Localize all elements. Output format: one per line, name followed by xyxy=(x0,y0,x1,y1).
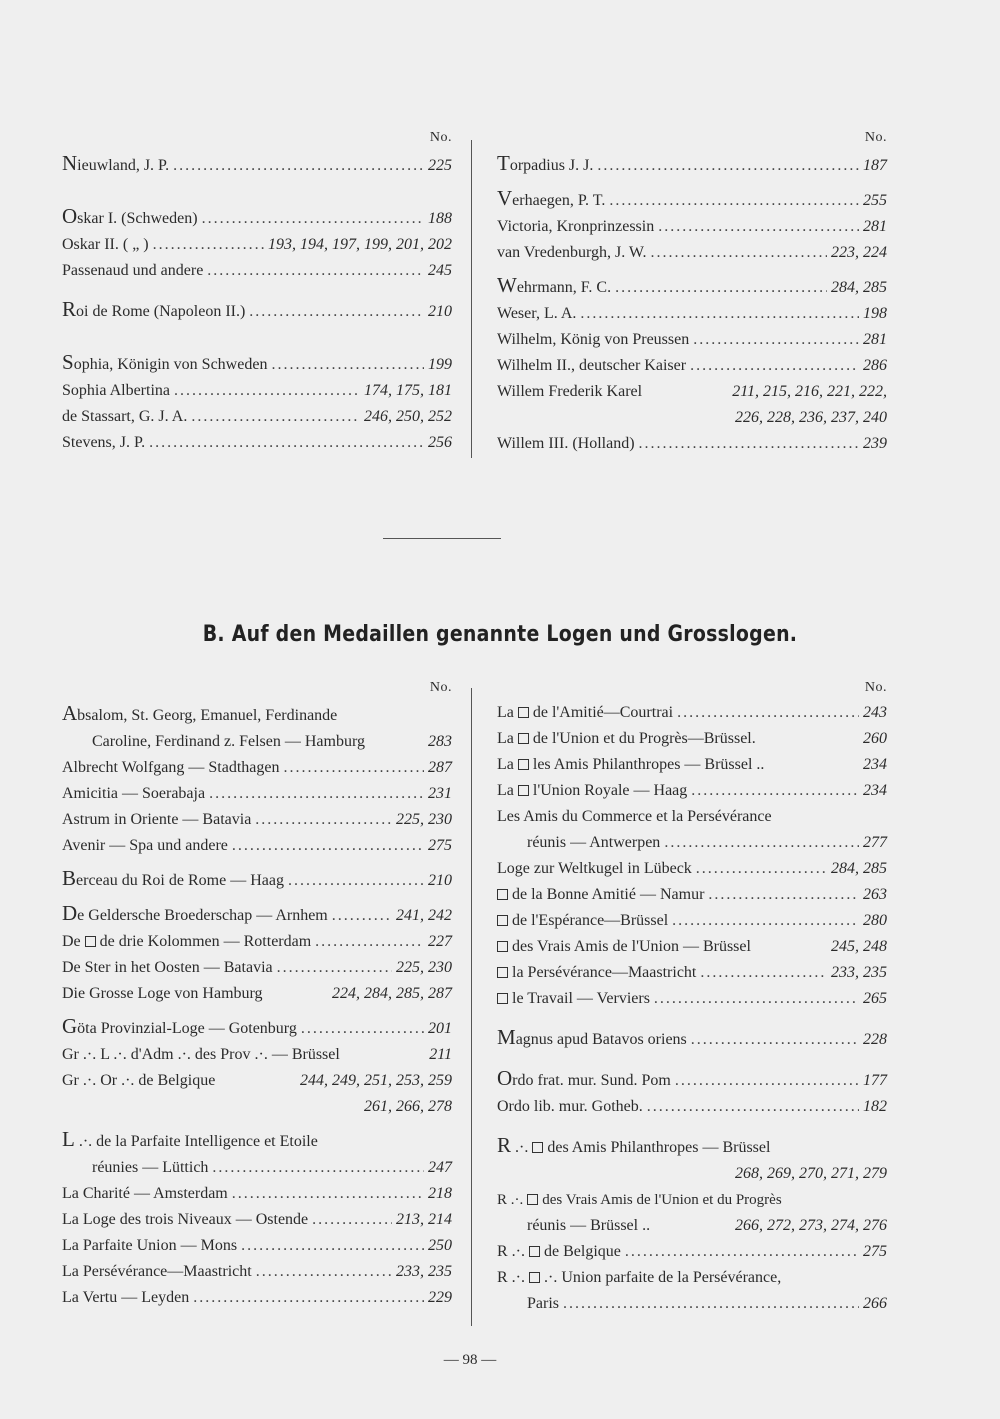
index-entry: Torpadius J. J. ..... 187 xyxy=(497,150,887,179)
index-entry: La Persévérance—Maastricht ..... 233, 235 xyxy=(62,1259,452,1285)
index-entry: La Loge des trois Niveaux — Ostende ..... 213, 214 xyxy=(62,1207,452,1233)
index-entry: Les Amis du Commerce et la Persévérance xyxy=(497,808,772,825)
index-entry: R .·. des Amis Philanthropes — Brüssel xyxy=(497,1133,771,1157)
lodge-square-icon xyxy=(85,936,96,947)
index-entry: Loge zur Weltkugel in Lübeck ..... 284, 285 xyxy=(497,856,887,882)
lodge-square-icon xyxy=(497,993,508,1004)
index-entry: R .·. de Belgique ..... 275 xyxy=(497,1239,887,1265)
lodge-square-icon xyxy=(497,941,508,952)
index-entry: Gr .·. L .·. d'Adm .·. des Prov .·. — Brüssel 211 xyxy=(62,1046,452,1063)
index-entry: la Persévérance—Maastricht ..... 233, 235 xyxy=(497,960,887,986)
index-entry: Göta Provinzial-Loge — Gotenburg ..... 201 xyxy=(62,1013,452,1042)
page-number: — 98 — xyxy=(443,1352,497,1368)
index-entry: Astrum in Oriente — Batavia ..... 225, 230 xyxy=(62,807,452,833)
index-entry: de l'Espérance—Brüssel ..... 280 xyxy=(497,908,887,934)
bottom-left-column xyxy=(62,680,452,1311)
index-entry: Willem III. (Holland) ..... 239 xyxy=(497,431,887,457)
top-right-column xyxy=(497,130,887,457)
index-entry: La de l'Union et du Progrès—Brüssel. 260 xyxy=(497,730,887,747)
index-entry: Nieuwland, J. P. ..... 225 xyxy=(62,150,452,179)
index-entry: La les Amis Philanthropes — Brüssel .. 234 xyxy=(497,756,887,773)
lodge-square-icon xyxy=(497,915,508,926)
lodge-square-icon xyxy=(497,967,508,978)
top-left-column xyxy=(62,130,452,456)
index-entry-continuation: 261, 266, 278 xyxy=(364,1098,452,1115)
index-entry: Albrecht Wolfgang — Stadthagen ..... 287 xyxy=(62,755,452,781)
index-entry-continuation: 226, 228, 236, 237, 240 xyxy=(735,409,887,426)
index-entry: Verhaegen, P. T. ..... 255 xyxy=(497,185,887,214)
index-entry-continuation: réunies — Lüttich ..... 247 xyxy=(62,1155,452,1181)
index-entry: Passenaud und andere ..... 245 xyxy=(62,258,452,284)
index-entry: Ordo lib. mur. Gotheb. ..... 182 xyxy=(497,1094,887,1120)
index-entry: R .·. .·. Union parfaite de la Persévérance, xyxy=(497,1269,782,1286)
index-entry: Gr .·. Or .·. de Belgique 244, 249, 251, 253, 259 xyxy=(62,1072,452,1089)
index-entry: Oskar I. (Schweden) ..... 188 xyxy=(62,203,452,232)
no-header: No. xyxy=(429,130,452,145)
index-entry: le Travail — Verviers ..... 265 xyxy=(497,986,887,1012)
lodge-square-icon xyxy=(518,733,529,744)
index-entry-continuation: Caroline, Ferdinand z. Felsen — Hamburg 283 xyxy=(92,733,452,750)
index-entry-continuation: réunis — Antwerpen ..... 277 xyxy=(497,830,887,856)
column-divider-top xyxy=(471,140,472,458)
index-entry: La de l'Amitié—Courtrai ..... 243 xyxy=(497,700,887,726)
index-entry: van Vredenburgh, J. W. ..... 223, 224 xyxy=(497,240,887,266)
lodge-square-icon xyxy=(518,759,529,770)
index-entry: Magnus apud Batavos oriens ..... 228 xyxy=(497,1024,887,1053)
index-entry: Sophia, Königin von Schweden ..... 199 xyxy=(62,349,452,378)
index-entry: Die Grosse Loge von Hamburg 224, 284, 285, 287 xyxy=(62,985,452,1002)
index-entry: Wilhelm II., deutscher Kaiser ..... 286 xyxy=(497,353,887,379)
index-entry: Oskar II. ( „ ) ..... 193, 194, 197, 199, 201, 202 xyxy=(62,232,452,258)
index-entry: Avenir — Spa und andere ..... 275 xyxy=(62,833,452,859)
index-entry: de la Bonne Amitié — Namur ..... 263 xyxy=(497,882,887,908)
index-entry: L .·. de la Parfaite Intelligence et Etoile xyxy=(62,1127,318,1151)
index-entry: De Geldersche Broederschap — Arnhem ..... 241, 242 xyxy=(62,900,452,929)
index-entry: Wilhelm, König von Preussen ..... 281 xyxy=(497,327,887,353)
index-entry: Amicitia — Soerabaja ..... 231 xyxy=(62,781,452,807)
index-entry: Stevens, J. P. ..... 256 xyxy=(62,430,452,456)
index-entry: La Vertu — Leyden ..... 229 xyxy=(62,1285,452,1311)
index-entry: de Stassart, G. J. A. ..... 246, 250, 252 xyxy=(62,404,452,430)
index-entry: Sophia Albertina ..... 174, 175, 181 xyxy=(62,378,452,404)
index-entry: La Charité — Amsterdam ..... 218 xyxy=(62,1181,452,1207)
index-entry: R .·. des Vrais Amis de l'Union et du Progrès xyxy=(497,1192,782,1208)
index-entry-continuation: Paris ..... 266 xyxy=(497,1291,887,1317)
lodge-square-icon xyxy=(518,785,529,796)
index-entry: La l'Union Royale — Haag ..... 234 xyxy=(497,778,887,804)
index-entry: des Vrais Amis de l'Union — Brüssel 245, 248 xyxy=(497,934,887,960)
no-header: No. xyxy=(864,130,887,145)
lodge-square-icon xyxy=(529,1272,540,1283)
section-heading: B. Auf den Medaillen genannte Logen und Grosslogen. xyxy=(202,622,798,647)
bottom-right-column xyxy=(497,680,887,1317)
index-entry: La Parfaite Union — Mons ..... 250 xyxy=(62,1233,452,1259)
index-entry-continuation: réunis — Brüssel .. 266, 272, 273, 274, 276 xyxy=(527,1217,887,1234)
index-entry: Weser, L. A. ..... 198 xyxy=(497,301,887,327)
index-entry: Berceau du Roi de Rome — Haag ..... 210 xyxy=(62,865,452,894)
index-entry: Ordo frat. mur. Sund. Pom ..... 177 xyxy=(497,1065,887,1094)
no-header: No. xyxy=(429,680,452,695)
index-entry: Victoria, Kronprinzessin ..... 281 xyxy=(497,214,887,240)
index-entry: Wehrmann, F. C. ..... 284, 285 xyxy=(497,272,887,301)
index-entry: Roi de Rome (Napoleon II.) ..... 210 xyxy=(62,296,452,325)
lodge-emblem-icon xyxy=(529,1246,540,1257)
index-entry-continuation: 268, 269, 270, 271, 279 xyxy=(735,1165,887,1182)
lodge-square-icon xyxy=(532,1142,543,1153)
lodge-square-icon xyxy=(497,889,508,900)
index-entry: De Ster in het Oosten — Batavia ..... 225, 230 xyxy=(62,955,452,981)
index-entry: De de drie Kolommen — Rotterdam ..... 227 xyxy=(62,929,452,955)
no-header: No. xyxy=(864,680,887,695)
section-rule xyxy=(383,538,501,539)
column-divider-bottom xyxy=(471,688,472,1326)
index-entry: Willem Frederik Karel 211, 215, 216, 221, 222, xyxy=(497,383,887,400)
lodge-square-icon xyxy=(527,1194,538,1205)
index-entry: Absalom, St. Georg, Emanuel, Ferdinande xyxy=(62,701,338,725)
lodge-square-icon xyxy=(518,707,529,718)
